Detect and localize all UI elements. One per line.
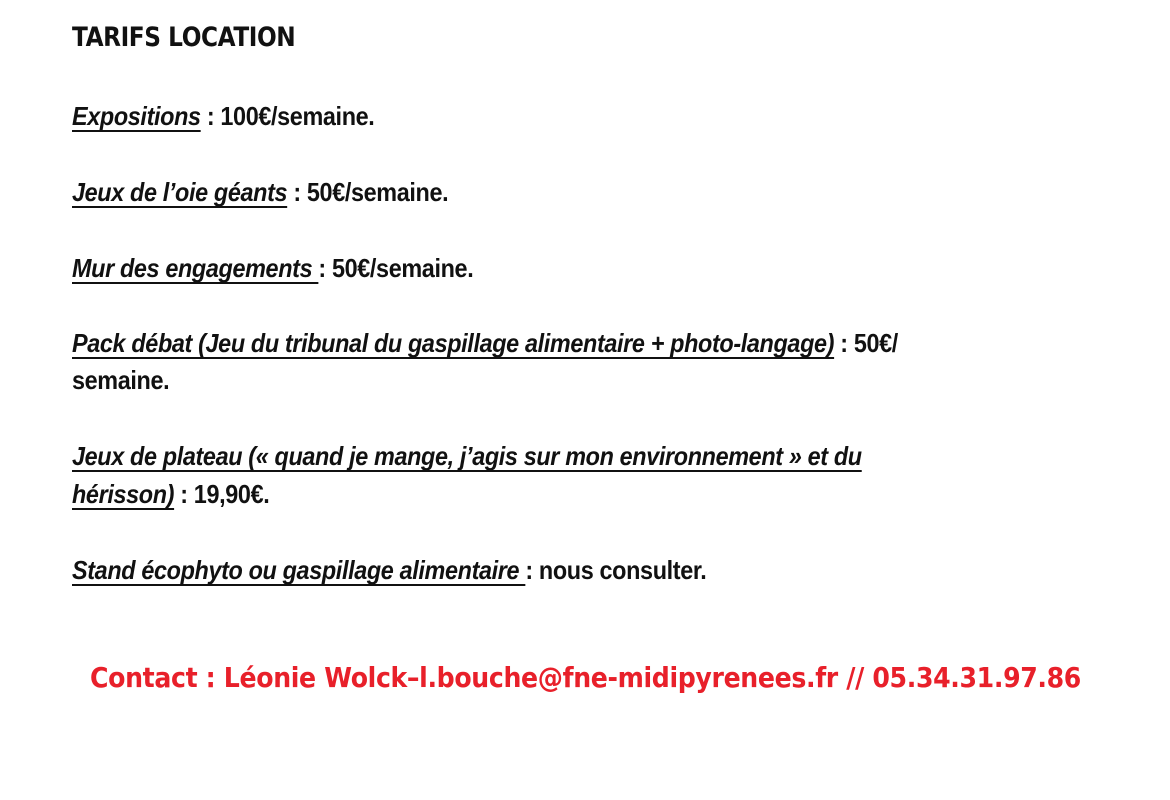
- price-item-jeux-plateau: [72, 438, 862, 474]
- item-label: Stand écophyto ou gaspillage alimentaire: [72, 555, 526, 585]
- item-price-continued: semaine.: [72, 365, 170, 395]
- price-item-expositions: [72, 98, 374, 134]
- item-price: : nous consulter.: [525, 555, 707, 585]
- contact-line: Contact : Léonie Wolck–l.bouche@fne-midipyrenees.fr // 05.34.31.97.86: [90, 661, 1081, 694]
- price-item-pack-debat-continued: [72, 362, 169, 398]
- item-label: Mur des engagements: [72, 253, 319, 283]
- item-price: : 50€/semaine.: [287, 177, 449, 207]
- page-title: TARIFS LOCATION: [72, 22, 296, 53]
- item-label: Pack débat (Jeu du tribunal du gaspillage alimentaire + photo-langage): [72, 328, 835, 358]
- price-item-jeux-oie: [72, 174, 448, 210]
- item-label: Jeux de plateau (« quand je mange, j’agis sur mon environnement » et du: [72, 441, 862, 471]
- item-price: : 50€/: [834, 328, 898, 358]
- price-item-mur-engagements: [72, 250, 473, 286]
- price-item-stand: [72, 552, 706, 588]
- price-item-pack-debat: [72, 325, 898, 361]
- item-price: : 19,90€.: [174, 479, 270, 509]
- item-label: Jeux de l’oie géants: [72, 177, 288, 207]
- item-label: Expositions: [72, 101, 201, 131]
- item-price: : 50€/semaine.: [318, 253, 474, 283]
- price-item-jeux-plateau-continued: [72, 476, 269, 512]
- item-label-continued: hérisson): [72, 479, 175, 509]
- item-price: : 100€/semaine.: [200, 101, 375, 131]
